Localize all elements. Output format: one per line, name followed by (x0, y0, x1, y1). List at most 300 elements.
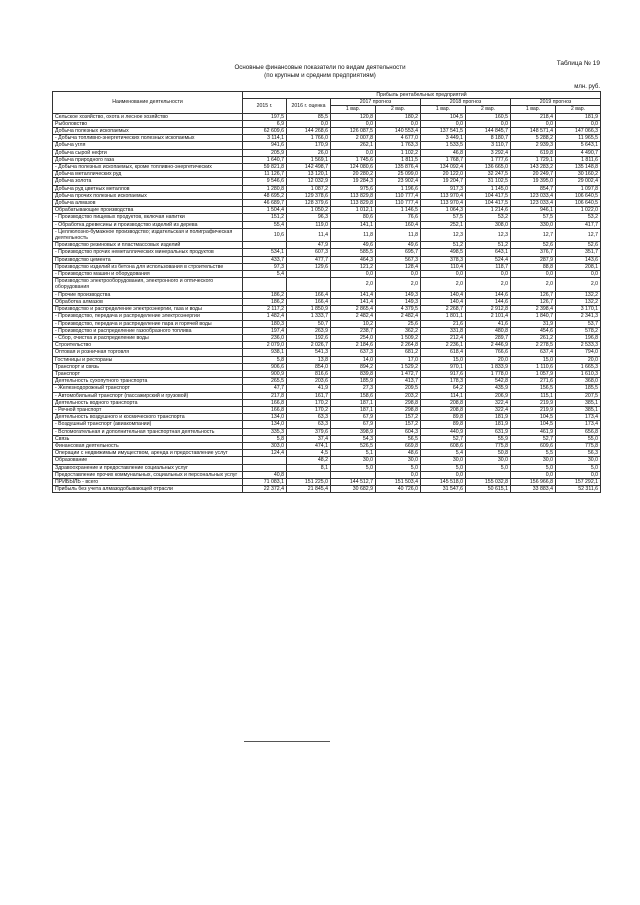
row-value: 145 518,0 (421, 478, 466, 485)
row-value: 2 939,3 (511, 142, 556, 149)
row-value: 2 264,8 (376, 342, 421, 349)
row-value: 0,0 (556, 120, 601, 127)
row-value: 631,9 (466, 428, 511, 435)
table-row (53, 442, 601, 449)
row-value: 205,9 (243, 149, 287, 156)
row-value: 0,0 (376, 471, 421, 478)
row-value: 454,6 (511, 327, 556, 334)
table-row (53, 149, 601, 156)
row-value: 1 729,1 (511, 156, 556, 163)
row-value: 1 509,2 (376, 334, 421, 341)
table-row (53, 200, 601, 207)
row-value (331, 471, 376, 478)
row-value: 206,9 (466, 392, 511, 399)
row-value: 5,8 (243, 435, 287, 442)
row-value: 254,0 (331, 334, 376, 341)
row-value: 2 865,4 (331, 306, 376, 313)
row-value: 52,7 (511, 435, 556, 442)
row-value: 20 249,7 (511, 171, 556, 178)
row-value: 209,5 (376, 385, 421, 392)
row-value: 417,7 (556, 221, 601, 228)
header-year-2015: 2015 г. (243, 99, 287, 113)
row-value: 123 033,4 (511, 192, 556, 199)
row-value: 498,5 (421, 249, 466, 256)
row-value: 0,0 (511, 271, 556, 278)
row-value: 2 236,1 (421, 342, 466, 349)
row-value: 170,2 (287, 399, 331, 406)
row-label: Добыча золота (53, 178, 243, 185)
row-value: 3 449,1 (421, 135, 466, 142)
row-value: 3 292,4 (466, 149, 511, 156)
row-value: 1 833,9 (466, 363, 511, 370)
table-row (53, 263, 601, 270)
row-value: 113 829,8 (331, 192, 376, 199)
row-label: - Производство и распределение газообразного топлива (53, 327, 243, 334)
row-value: 11,8 (331, 228, 376, 241)
row-value: 19 284,3 (331, 178, 376, 185)
row-value: 151 225,0 (287, 478, 331, 485)
row-value: 5,5 (511, 450, 556, 457)
row-value: 89,8 (421, 414, 466, 421)
row-value: 464,3 (331, 256, 376, 263)
row-value: 47,9 (287, 242, 331, 249)
row-label: - Целлюлозно-бумажное производство; издательская и полиграфическая деятельность (53, 228, 243, 241)
row-value: 187,1 (331, 406, 376, 413)
row-value: 192,6 (287, 334, 331, 341)
table-row (53, 486, 601, 493)
row-value: 148 571,4 (511, 128, 556, 135)
row-value: 1 097,8 (556, 185, 601, 192)
row-value: 5 643,1 (556, 142, 601, 149)
header-forecast-2019: 2019 прогноз (511, 99, 601, 106)
row-value: 29 002,4 (556, 178, 601, 185)
row-value: 2 007,8 (331, 135, 376, 142)
row-value: 0,0 (421, 120, 466, 127)
row-label: Прибыль без учета алмазодобывающей отрасли (53, 486, 243, 493)
row-value: 0,0 (556, 471, 601, 478)
row-value: 48,6 (376, 450, 421, 457)
row-value: 140 553,4 (376, 128, 421, 135)
row-value: 0,0 (511, 471, 556, 478)
row-value: 53,2 (556, 214, 601, 221)
row-value: 2 912,8 (466, 306, 511, 313)
row-value: 140,4 (421, 298, 466, 305)
row-label: - Железнодорожный транспорт (53, 385, 243, 392)
row-value: 181,9 (466, 414, 511, 421)
row-value: 135 148,8 (556, 164, 601, 171)
row-value: 839,8 (331, 370, 376, 377)
row-value: 120,8 (331, 113, 376, 120)
row-value: 173,4 (556, 414, 601, 421)
row-value: 144,6 (466, 291, 511, 298)
table-row (53, 228, 601, 241)
row-label: - Производство прочих неметаллических минеральных продуктов (53, 249, 243, 256)
title-line-2: (по крупным и средним предприятиям) (264, 72, 376, 79)
row-value: 11,8 (376, 228, 421, 241)
row-value: 104,5 (511, 421, 556, 428)
row-value: 5,4 (421, 450, 466, 457)
row-value: 41,6 (466, 320, 511, 327)
row-value: 31,9 (511, 320, 556, 327)
row-value: 1 640,7 (243, 156, 287, 163)
table-row (53, 356, 601, 363)
row-value: 12,7 (511, 228, 556, 241)
row-value: 656,8 (556, 428, 601, 435)
table-row (53, 271, 601, 278)
row-value: 607,3 (287, 249, 331, 256)
row-value: 2 117,2 (243, 306, 287, 313)
row-value: 186,2 (243, 291, 287, 298)
row-value: 52 311,6 (556, 486, 601, 493)
row-value: 52,7 (421, 435, 466, 442)
row-value: 212,4 (421, 334, 466, 341)
row-value: 17,0 (376, 356, 421, 363)
row-value: 368,0 (556, 378, 601, 385)
row-value: 30 160,2 (556, 171, 601, 178)
row-value: 30,0 (511, 457, 556, 464)
row-value: 55,4 (243, 221, 287, 228)
row-value: 1 022,0 (556, 207, 601, 214)
row-value: 604,3 (376, 428, 421, 435)
row-value: 119,0 (287, 221, 331, 228)
row-value: 135 876,4 (376, 164, 421, 171)
row-value: 1 472,7 (376, 370, 421, 377)
row-value: 54,3 (331, 435, 376, 442)
row-label: Деятельность сухопутного транспорта (53, 378, 243, 385)
table-row (53, 128, 601, 135)
table-row (53, 450, 601, 457)
header-forecast-2017: 2017 прогноз (331, 99, 421, 106)
row-value: 2 184,6 (331, 342, 376, 349)
row-value: 5,0 (466, 464, 511, 471)
row-value: 106 640,5 (556, 200, 601, 207)
row-value: 196,8 (556, 334, 601, 341)
row-value: 161,7 (287, 392, 331, 399)
row-value: 20,0 (466, 356, 511, 363)
row-value: 938,1 (243, 349, 287, 356)
row-value: 854,7 (511, 185, 556, 192)
row-value: 30,0 (376, 457, 421, 464)
row-value: 219,9 (511, 399, 556, 406)
table-row (53, 320, 601, 327)
row-value: 13,8 (287, 356, 331, 363)
row-value: 941,6 (243, 142, 287, 149)
row-value: 25 099,0 (376, 171, 421, 178)
row-label: - Вспомогательная и дополнительная транспортная деятельность (53, 428, 243, 435)
row-value: 40 726,0 (376, 486, 421, 493)
table-row (53, 334, 601, 341)
row-label: Добыча полезных ископаемых (53, 128, 243, 135)
row-value: 894,2 (331, 363, 376, 370)
row-value: 124,4 (243, 450, 287, 457)
row-label: Рыболовство (53, 120, 243, 127)
table-row (53, 298, 601, 305)
row-value: 149,3 (376, 291, 421, 298)
row-label: - Речной транспорт (53, 406, 243, 413)
table-row (53, 178, 601, 185)
row-value: 30,0 (556, 457, 601, 464)
row-value: 330,0 (511, 221, 556, 228)
row-label: - Производство, передача и распределение пара и горячей воды (53, 320, 243, 327)
row-value: 2,0 (511, 278, 556, 291)
row-value: 619,8 (511, 149, 556, 156)
row-value: 104 417,5 (466, 200, 511, 207)
row-value: 5,0 (421, 464, 466, 471)
row-value: 144 268,6 (287, 128, 331, 135)
row-value: 166,4 (287, 291, 331, 298)
row-value: 1 110,6 (511, 363, 556, 370)
row-value: 144,6 (466, 298, 511, 305)
row-value: 22 372,4 (243, 486, 287, 493)
row-value: 0,0 (556, 271, 601, 278)
row-label: Здравоохранение и предоставление социальных услуг (53, 464, 243, 471)
row-value: 1 102,2 (376, 149, 421, 156)
row-value: 1 504,4 (243, 207, 287, 214)
row-value: 2 341,3 (556, 313, 601, 320)
row-value: 263,9 (287, 327, 331, 334)
row-value: 2,0 (376, 278, 421, 291)
row-label: - Обработка древесины и производство изделий из дерева (53, 221, 243, 228)
row-value: 534,1 (243, 249, 287, 256)
row-value: 13 120,1 (287, 171, 331, 178)
row-value: 433,7 (243, 256, 287, 263)
table-row (53, 385, 601, 392)
row-value: 637,3 (331, 349, 376, 356)
row-value: 115,1 (511, 392, 556, 399)
row-value: 59 821,8 (243, 164, 287, 171)
row-value: 1 766,0 (287, 135, 331, 142)
row-value: 155 032,8 (466, 478, 511, 485)
row-value: 47,7 (243, 385, 287, 392)
row-value: 322,4 (466, 406, 511, 413)
row-value: 207,5 (556, 392, 601, 399)
row-value: 1 064,3 (421, 207, 466, 214)
row-value: 298,8 (376, 399, 421, 406)
row-value: 141,1 (331, 221, 376, 228)
row-value: 385,1 (556, 399, 601, 406)
row-value: 542,8 (466, 378, 511, 385)
row-value: 80,6 (331, 214, 376, 221)
row-value: 1 333,7 (287, 313, 331, 320)
table-number: Таблица № 19 (556, 60, 600, 67)
row-label: Добыча руд цветных металлов (53, 185, 243, 192)
row-value: 1 529,2 (376, 363, 421, 370)
row-value: 19 204,7 (421, 178, 466, 185)
row-value: 10,2 (331, 320, 376, 327)
row-label: Операции с недвижимым имуществом, аренда и предоставление услуг (53, 450, 243, 457)
row-value: 104,5 (421, 113, 466, 120)
row-label: ПРИБЫЛЬ - всего (53, 478, 243, 485)
row-value: 180,3 (243, 320, 287, 327)
row-value: 1 012,1 (331, 207, 376, 214)
row-value: 2 533,3 (556, 342, 601, 349)
row-value: 766,6 (466, 349, 511, 356)
row-label: - Добыча полезных ископаемых, кроме топливно-энергетических (53, 164, 243, 171)
row-value: 970,1 (421, 363, 466, 370)
row-value: 308,0 (466, 221, 511, 228)
row-label: Добыча природного газа (53, 156, 243, 163)
row-value: 0,0 (331, 120, 376, 127)
row-value: 143,6 (556, 256, 601, 263)
row-value: 585,5 (331, 249, 376, 256)
row-value: 170,9 (287, 142, 331, 149)
row-value: 114,1 (421, 392, 466, 399)
header-variant-1: 1 вар. (511, 106, 556, 113)
row-label: Транспорт (53, 370, 243, 377)
row-value: 51,2 (466, 242, 511, 249)
row-value: 0,0 (511, 120, 556, 127)
header-year-2016: 2016 г. оценка (287, 99, 331, 113)
row-value: 1 763,3 (376, 142, 421, 149)
table-row (53, 242, 601, 249)
row-value: 157,2 (376, 414, 421, 421)
row-value: 48 695,2 (243, 192, 287, 199)
row-label: - Прочие производства (53, 291, 243, 298)
row-value: 526,5 (331, 442, 376, 449)
row-value: 252,1 (421, 221, 466, 228)
row-value: 0,0 (466, 271, 511, 278)
row-value: 5,4 (243, 271, 287, 278)
header-forecast-2018: 2018 прогноз (421, 99, 511, 106)
table-row (53, 464, 601, 471)
row-value: 480,8 (466, 327, 511, 334)
table-row (53, 363, 601, 370)
row-value: 5,0 (376, 464, 421, 471)
row-value: 21,6 (421, 320, 466, 327)
row-value: 1 745,6 (331, 156, 376, 163)
row-value: 385,1 (556, 406, 601, 413)
row-value: 946,1 (511, 207, 556, 214)
row-value: 50,7 (287, 320, 331, 327)
row-value: 5,0 (331, 464, 376, 471)
row-label: Добыча угля (53, 142, 243, 149)
row-value: 265,5 (243, 378, 287, 385)
row-value: 1 778,0 (466, 370, 511, 377)
row-value: 695,7 (376, 249, 421, 256)
row-value: 166,4 (287, 298, 331, 305)
row-value: 217,8 (243, 392, 287, 399)
row-value: 287,9 (511, 256, 556, 263)
row-value: 106 640,5 (556, 192, 601, 199)
table-row (53, 256, 601, 263)
header-variant-2: 2 вар. (556, 106, 601, 113)
row-value: 20 280,2 (331, 171, 376, 178)
row-value: 0,0 (376, 271, 421, 278)
row-label: - Добыча топливно-энергетических полезных ископаемых (53, 135, 243, 142)
row-value: 203,6 (287, 378, 331, 385)
row-label: Деятельность водного транспорта (53, 399, 243, 406)
row-value: 1 801,1 (421, 313, 466, 320)
row-value: 775,8 (466, 442, 511, 449)
row-value: 123 033,4 (511, 200, 556, 207)
row-label: Оптовая и розничная торговля (53, 349, 243, 356)
row-value: 0,0 (287, 120, 331, 127)
footer-divider (244, 741, 330, 742)
row-value: 197,4 (243, 327, 287, 334)
row-value: 1 569,1 (287, 156, 331, 163)
header-variant-2: 2 вар. (466, 106, 511, 113)
row-value: 134,0 (243, 414, 287, 421)
row-value (243, 278, 287, 291)
row-value: 0,0 (421, 471, 466, 478)
row-value: 143 283,2 (511, 164, 556, 171)
row-label: Связь (53, 435, 243, 442)
row-value: 331,8 (421, 327, 466, 334)
row-value: 2 446,9 (466, 342, 511, 349)
row-value: 435,9 (466, 385, 511, 392)
row-value: 121,2 (331, 263, 376, 270)
row-label: Добыча алмазов (53, 200, 243, 207)
row-value (243, 464, 287, 471)
row-value: 5 288,2 (511, 135, 556, 142)
table-row (53, 435, 601, 442)
row-value: 3 110,7 (466, 142, 511, 149)
row-value: 129,6 (287, 263, 331, 270)
row-value: 5,8 (243, 356, 287, 363)
row-value: 218,4 (511, 113, 556, 120)
table-row (53, 327, 601, 334)
row-label: Добыча прочих полезных ископаемых (53, 192, 243, 199)
row-value: 2 482,4 (376, 313, 421, 320)
row-value: 50 615,1 (466, 486, 511, 493)
row-value: 110 777,4 (376, 200, 421, 207)
row-value: 11 965,5 (556, 135, 601, 142)
row-value: 541,3 (287, 349, 331, 356)
row-value: 4 677,0 (376, 135, 421, 142)
row-value: 398,9 (331, 428, 376, 435)
row-value: 76,6 (376, 214, 421, 221)
row-label: Предоставление прочих коммунальных, социальных и персональных услуг (53, 471, 243, 478)
table-row (53, 120, 601, 127)
row-value: 3 114,1 (243, 135, 287, 142)
row-value: 132,2 (556, 291, 601, 298)
row-value: 51,2 (421, 242, 466, 249)
row-value: 178,3 (421, 378, 466, 385)
row-value: 19 395,0 (511, 178, 556, 185)
row-value (287, 271, 331, 278)
financial-indicators-table (52, 91, 601, 493)
row-value: 15,0 (511, 356, 556, 363)
row-value: 25,6 (376, 320, 421, 327)
row-value: 298,8 (376, 406, 421, 413)
row-label: Финансовая деятельность (53, 442, 243, 449)
row-value: 52,6 (556, 242, 601, 249)
row-value: 64,2 (421, 385, 466, 392)
row-value: 2 079,0 (243, 342, 287, 349)
header-variant-2: 2 вар. (376, 106, 421, 113)
row-value: 5,1 (331, 450, 376, 457)
row-label: Добыча металлических руд (53, 171, 243, 178)
row-value: 144 512,7 (331, 478, 376, 485)
row-label: - Производство пищевых продуктов, включая напитки (53, 214, 243, 221)
row-value: 110,4 (421, 263, 466, 270)
row-value: 461,9 (511, 428, 556, 435)
row-value: 181,9 (466, 421, 511, 428)
row-label: - Автомобильный транспорт (пассажирский и грузовой) (53, 392, 243, 399)
row-value: 917,6 (421, 370, 466, 377)
row-value: 49,6 (331, 242, 376, 249)
row-label: Производство электрооборудования, электронного и оптического оборудования (53, 278, 243, 291)
row-value: 157,2 (376, 421, 421, 428)
row-label: - Производство, передача и распределение электроэнергии (53, 313, 243, 320)
row-value: 1 280,8 (243, 185, 287, 192)
table-row (53, 156, 601, 163)
table-row (53, 171, 601, 178)
row-value: 113 970,4 (421, 200, 466, 207)
row-value: 185,5 (556, 385, 601, 392)
row-value: 31 102,5 (466, 178, 511, 185)
table-row (53, 399, 601, 406)
